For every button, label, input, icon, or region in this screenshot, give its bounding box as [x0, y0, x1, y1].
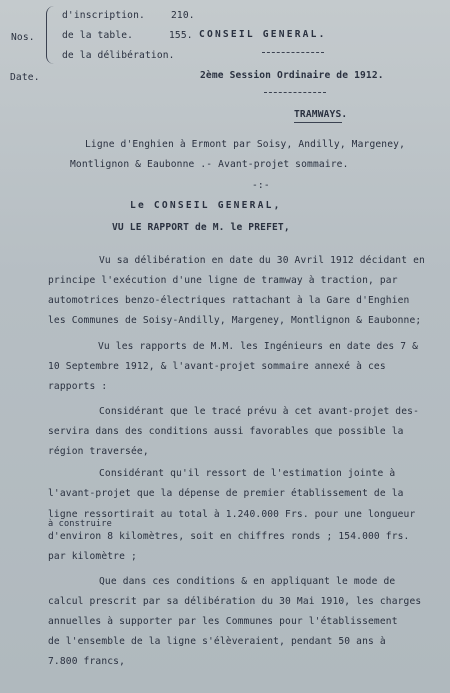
inscription-number: 210. — [171, 10, 195, 21]
section-underline — [294, 122, 342, 123]
subject-separator: -:- — [252, 180, 270, 191]
body-line: 10 Septembre 1912, & l'avant-projet sommaire annexé à ces — [48, 361, 386, 372]
ref-deliberation-label: de la délibération. — [62, 50, 175, 61]
body-line: servira dans des conditions aussi favorables que possible la — [48, 426, 404, 437]
body-line: rapports : — [48, 381, 108, 392]
subject-line-1: Ligne d'Enghien à Ermont par Soisy, Andilly, Margeney, — [85, 139, 405, 150]
prefect-report: VU LE RAPPORT de M. le PREFET, — [112, 222, 290, 233]
body-line: 7.800 francs, — [48, 656, 126, 667]
body-line: l'avant-projet que la dépense de premier établissement de la — [48, 488, 404, 499]
body-line: région traversée, — [48, 446, 149, 457]
date-label: Date. — [10, 72, 40, 83]
body-line: ligne ressortirait au total à 1.240.000 Frs. pour une longueur — [48, 509, 416, 520]
body-line: Considérant qu'il ressort de l'estimation jointe à — [99, 468, 396, 479]
council-title: CONSEIL GENERAL. — [199, 29, 327, 40]
ref-table-label: de la table. — [62, 30, 134, 41]
body-line: de l'ensemble de la ligne s'élèveraient, pendant 50 ans à — [48, 636, 386, 647]
subject-line-2: Montlignon & Eaubonne .- Avant-projet sommaire. — [70, 159, 349, 170]
body-line: les Communes de Soisy-Andilly, Margeney, Montlignon & Eaubonne; — [48, 315, 422, 326]
session-title: 2ème Session Ordinaire de 1912. — [200, 70, 384, 81]
section-title: TRAMWAYS. — [294, 109, 348, 120]
body-line: calcul prescrit par sa délibération du 30 Mai 1910, les charges — [48, 596, 422, 607]
session-rule — [264, 92, 326, 93]
body-line: automotrices benzo-électriques rattachant à la Gare d'Enghien — [48, 295, 410, 306]
ref-inscription-label: d'inscription. — [62, 10, 145, 21]
body-line: Que dans ces conditions & en appliquant le mode de — [99, 576, 396, 587]
council-preamble: Le CONSEIL GENERAL, — [130, 200, 282, 211]
nos-label: Nos. — [11, 32, 35, 43]
council-title-rule — [262, 52, 324, 53]
body-line: d'environ 8 kilomètres, soit en chiffres ronds ; 154.000 frs. — [48, 531, 410, 542]
body-line: principe l'exécution d'une ligne de tramway à traction, par — [48, 275, 398, 286]
body-line: par kilomètre ; — [48, 551, 137, 562]
body-line: Vu sa délibération en date du 30 Avril 1912 décidant en — [99, 255, 425, 266]
table-number: 155. — [169, 30, 193, 41]
body-line: annuelles à supporter par les Communes pour l'établissement — [48, 616, 398, 627]
body-line-insertion: à construire — [48, 519, 112, 529]
body-line: Considérant que le tracé prévu à cet avant-projet des- — [99, 406, 419, 417]
reference-brace — [46, 6, 55, 64]
body-line: Vu les rapports de M.M. les Ingénieurs en date des 7 & — [98, 341, 418, 352]
